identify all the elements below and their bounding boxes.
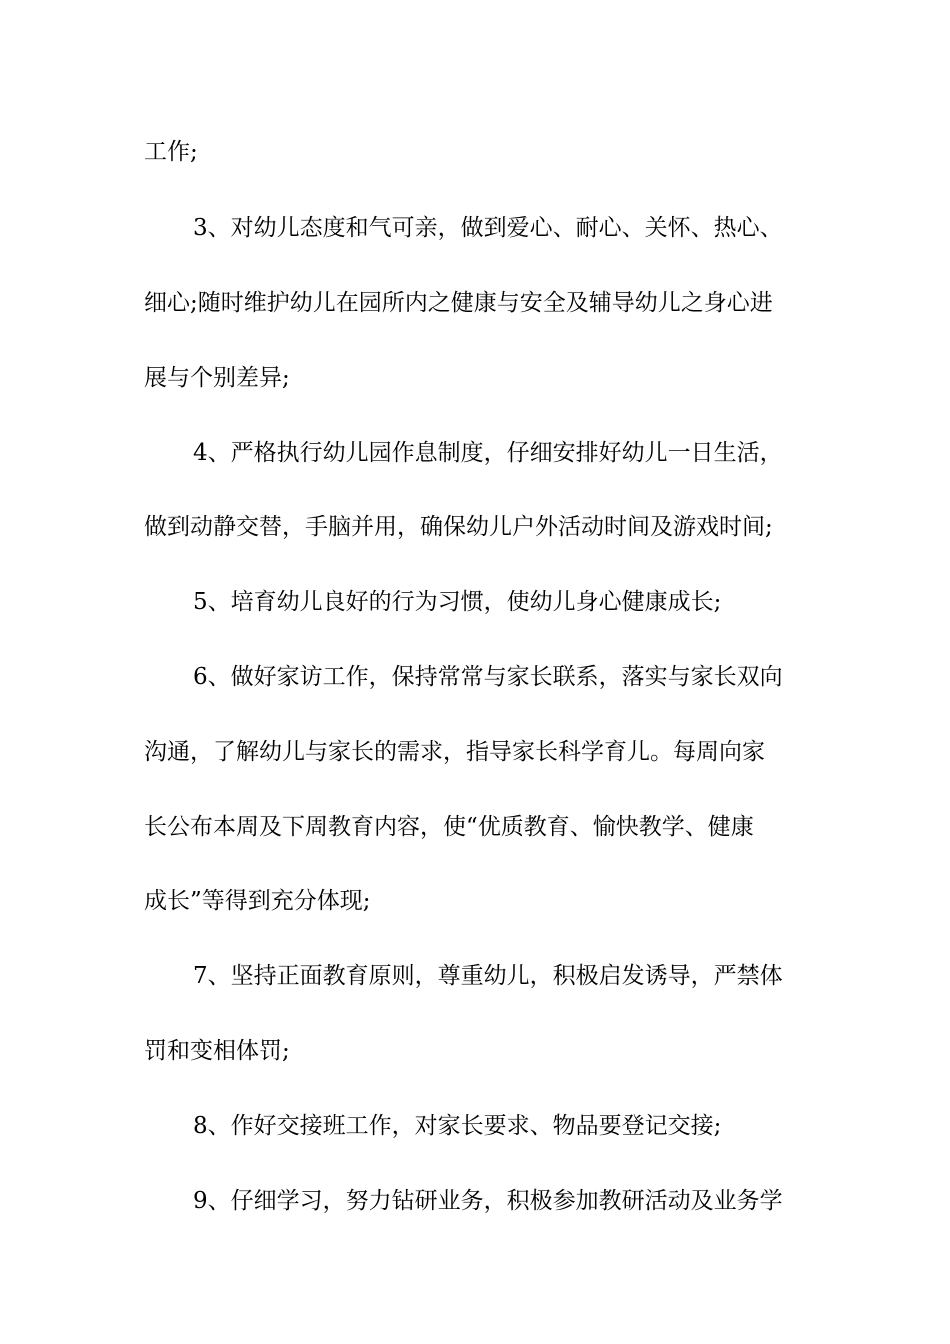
list-item-3: 3、对幼儿态度和气可亲，做到爱心、耐心、关怀、热心、 (193, 215, 783, 241)
text-line: 细心;随时维护幼儿在园所内之健康与安全及辅导幼儿之身心进 (144, 290, 773, 316)
list-item-9: 9、仔细学习，努力钻研业务，积极参加教研活动及业务学 (193, 1188, 783, 1214)
text-line: 成长”等得到充分体现; (144, 888, 371, 914)
list-item-4: 4、严格执行幼儿园作息制度，仔细安排好幼儿一日生活， (193, 440, 783, 466)
list-item-5: 5、培育幼儿良好的行为习惯，使幼儿身心健康成长; (193, 589, 722, 615)
text-line: 长公布本周及下周教育内容，使“优质教育、愉快教学、健康 (144, 814, 754, 840)
list-item-7: 7、坚持正面教育原则，尊重幼儿，积极启发诱导，严禁体 (193, 963, 783, 989)
text-line: 沟通，了解幼儿与家长的需求，指导家长科学育儿。每周向家 (144, 739, 765, 765)
text-line: 展与个别差异; (144, 365, 290, 391)
text-line: 做到动静交替，手脑并用，确保幼儿户外活动时间及游戏时间; (144, 514, 773, 540)
list-item-6: 6、做好家访工作，保持常常与家长联系，落实与家长双向 (193, 664, 783, 690)
text-line: 工作; (144, 139, 198, 165)
text-line: 罚和变相体罚; (144, 1038, 290, 1064)
list-item-8: 8、作好交接班工作，对家长要求、物品要登记交接; (193, 1113, 722, 1139)
